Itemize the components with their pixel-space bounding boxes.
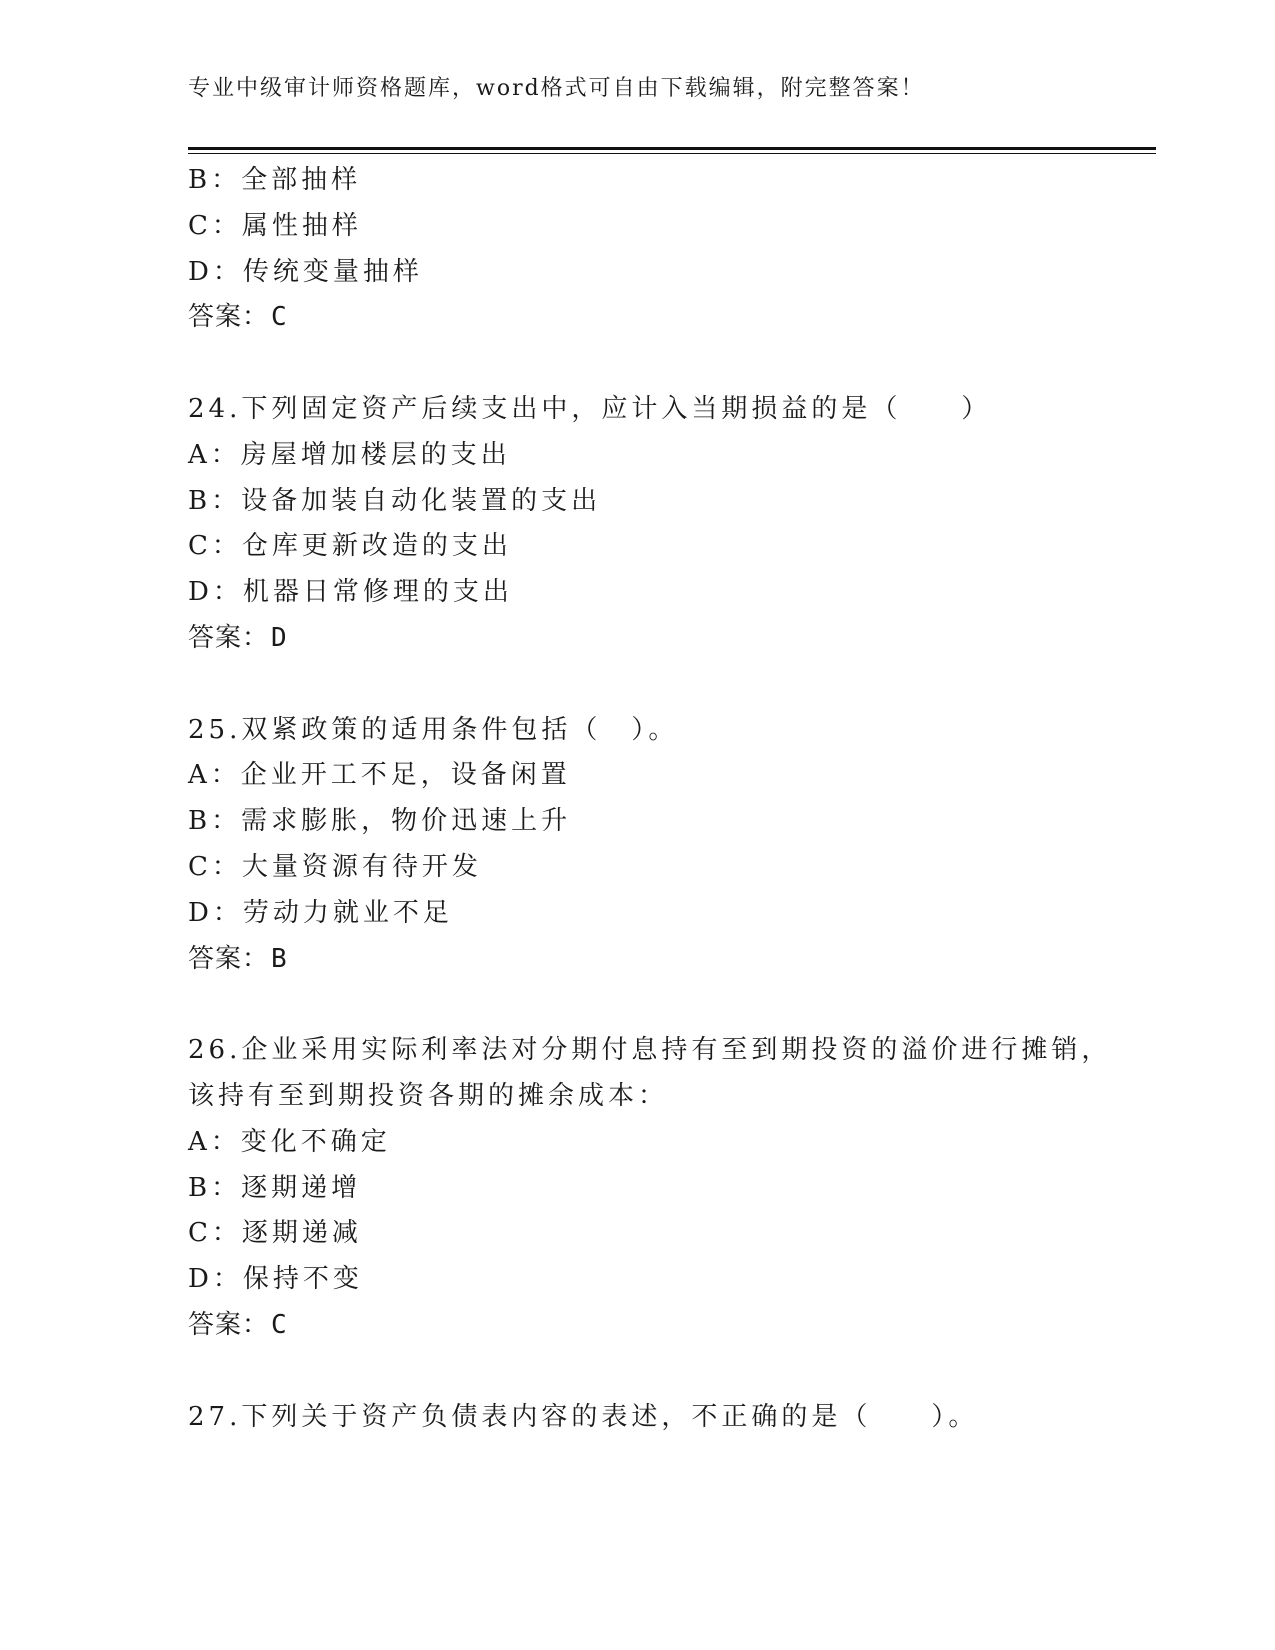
- spacer: [188, 662, 1088, 708]
- option-b: B：设备加装自动化装置的支出: [188, 485, 602, 516]
- option-a: A：变化不确定: [188, 1126, 391, 1157]
- answer-label: 答案：: [188, 302, 270, 333]
- option-b: B：逐期递增: [188, 1172, 362, 1203]
- question-25: [188, 708, 1088, 983]
- option-a: A：企业开工不足，设备闲置: [188, 760, 571, 791]
- option-c: C：大量资源有待开发: [188, 851, 482, 882]
- page-header: 专业中级审计师资格题库，word格式可自由下载编辑，附完整答案！: [188, 76, 925, 101]
- option-a: A：房屋增加楼层的支出: [188, 439, 511, 470]
- option-d: D：劳动力就业不足: [188, 897, 453, 928]
- option-c: C：仓库更新改造的支出: [188, 531, 512, 562]
- question-content: [188, 158, 1112, 1440]
- answer-line: [188, 616, 1088, 662]
- spacer: [188, 982, 1088, 1028]
- spacer: [188, 341, 1088, 387]
- answer-line: [188, 1303, 1088, 1349]
- option-b: B：需求膨胀，物价迅速上升: [188, 806, 572, 837]
- option-d: D：保持不变: [188, 1264, 363, 1295]
- question-stem: 25.双紧政策的适用条件包括（ ）。: [188, 714, 679, 745]
- answer-label: 答案：: [188, 622, 270, 653]
- answer-value: C: [271, 302, 288, 333]
- answer-value: D: [271, 622, 288, 653]
- question-26: [188, 1028, 1112, 1349]
- answer-label: 答案：: [188, 943, 270, 974]
- answer-line: [188, 937, 1088, 983]
- header-rule-thin: [188, 153, 1156, 154]
- option-b: B：全部抽样: [188, 165, 362, 195]
- option-c: C：逐期递减: [188, 1218, 362, 1249]
- option-d: D：传统变量抽样: [188, 256, 423, 287]
- answer-value: B: [271, 943, 288, 974]
- question-stem: 24.下列固定资产后续支出中，应计入当期损益的是（ ）: [188, 393, 992, 424]
- spacer: [188, 1349, 1088, 1395]
- question-stem: 26.企业采用实际利率法对分期付息持有至到期投资的溢价进行摊销，: [188, 1035, 1112, 1066]
- question-27: [188, 1395, 1088, 1441]
- option-d: D：机器日常修理的支出: [188, 577, 513, 608]
- question-stem: 27.下列关于资产负债表内容的表述，不正确的是（ ）。: [188, 1401, 979, 1432]
- answer-line: [188, 295, 1088, 341]
- question-continued: [188, 158, 1088, 341]
- option-c: C：属性抽样: [188, 210, 362, 241]
- header-rule-thick: [188, 147, 1156, 150]
- answer-value: C: [271, 1309, 288, 1340]
- question-stem-continued: 该持有至到期投资各期的摊余成本：: [188, 1080, 669, 1111]
- answer-label: 答案：: [188, 1309, 270, 1340]
- question-24: [188, 387, 1088, 662]
